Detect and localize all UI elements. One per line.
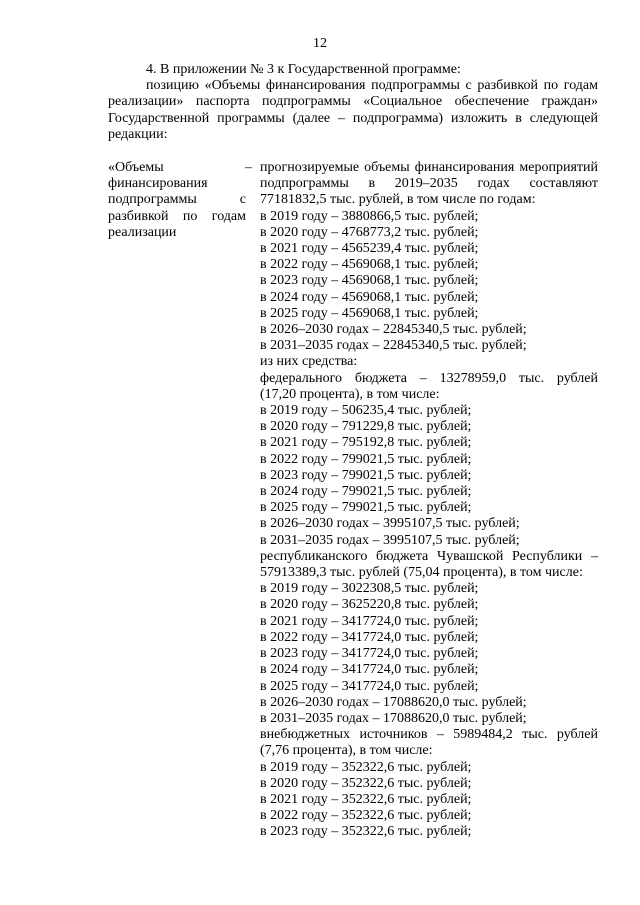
year-amount-line: в 2031–2035 годах – 22845340,5 тыс. рублей; [260,338,527,354]
year-amount-line: в 2024 году – 4569068,1 тыс. рублей; [260,289,479,305]
year-amount-line: в 2020 году – 3625220,8 тыс. рублей; [260,597,479,613]
year-amount-line: в 2019 году – 3022308,5 тыс. рублей; [260,581,479,597]
year-amount-line: в 2023 году – 4569068,1 тыс. рублей; [260,273,479,289]
year-amount-line: в 2023 году – 3417724,0 тыс. рублей; [260,646,479,662]
year-amount-line: в 2026–2030 годах – 3995107,5 тыс. рублей; [260,516,520,532]
year-amount-line: в 2023 году – 352322,6 тыс. рублей; [260,824,472,840]
offbudget-years-list [260,760,598,841]
amendment-intro [108,62,598,143]
year-amount-line: в 2025 году – 3417724,0 тыс. рублей; [260,678,479,694]
federal-line: (17,20 процента), в том числе: [260,386,440,402]
year-amount-line: в 2024 году – 3417724,0 тыс. рублей; [260,662,479,678]
year-amount-line: в 2022 году – 799021,5 тыс. рублей; [260,451,472,467]
total-line: подпрограммы в 2019–2035 годах составляют [260,176,598,192]
year-amount-line: в 2025 году – 4569068,1 тыс. рублей; [260,305,479,321]
amendment-paragraph: позицию «Объемы финансирования подпрограммы с разбивкой по годам реализации» паспорта подпрограммы «Социальное обеспечение граждан» Государственной программы (далее – подпрограмма) изложить в следующей редакции: [108,78,598,142]
republic-line: 57913389,3 тыс. рублей (75,04 процента), в том числе: [260,565,583,581]
year-amount-line: в 2024 году – 799021,5 тыс. рублей; [260,484,472,500]
year-amount-line: в 2021 году – 4565239,4 тыс. рублей; [260,241,479,257]
year-amount-line: в 2022 году – 4569068,1 тыс. рублей; [260,257,479,273]
sources-intro: из них средства: [260,354,358,370]
year-amount-line: в 2022 году – 352322,6 тыс. рублей; [260,808,472,824]
total-line: 77181832,5 тыс. рублей, в том числе по годам: [260,192,536,208]
total-years-list [260,209,598,355]
passport-row-label: «Объемы финансирования подпрограммы с разбивкой по годам реализации [108,160,246,240]
year-amount-line: в 2025 году – 799021,5 тыс. рублей; [260,500,472,516]
passport-row-dash: – [245,160,252,175]
year-amount-line: в 2019 году – 352322,6 тыс. рублей; [260,759,472,775]
year-amount-line: в 2026–2030 годах – 17088620,0 тыс. рублей; [260,694,527,710]
year-amount-line: в 2020 году – 791229,8 тыс. рублей; [260,419,472,435]
federal-line: федерального бюджета – 13278959,0 тыс. рублей [260,370,598,386]
republic-line: республиканского бюджета Чувашской Республики – [260,548,598,564]
year-amount-line: в 2022 году – 3417724,0 тыс. рублей; [260,629,479,645]
year-amount-line: в 2019 году – 3880866,5 тыс. рублей; [260,208,479,224]
total-line: прогнозируемые объемы финансирования мероприятий [260,160,598,175]
year-amount-line: в 2019 году – 506235,4 тыс. рублей; [260,403,472,419]
year-amount-line: в 2021 году – 352322,6 тыс. рублей; [260,791,472,807]
year-amount-line: в 2020 году – 4768773,2 тыс. рублей; [260,224,479,240]
passport-row-content [260,160,598,841]
year-amount-line: в 2021 году – 795192,8 тыс. рублей; [260,435,472,451]
offbudget-line: (7,76 процента), в том числе: [260,743,433,759]
year-amount-line: в 2021 году – 3417724,0 тыс. рублей; [260,613,479,629]
amendment-heading: 4. В приложении № 3 к Государственной программе: [146,62,461,77]
year-amount-line: в 2031–2035 годах – 3995107,5 тыс. рублей; [260,532,520,548]
page-number: 12 [313,36,327,51]
year-amount-line: в 2023 году – 799021,5 тыс. рублей; [260,467,472,483]
year-amount-line: в 2020 году – 352322,6 тыс. рублей; [260,775,472,791]
republic-years-list [260,581,598,727]
federal-years-list [260,403,598,549]
offbudget-line: внебюджетных источников – 5989484,2 тыс. рублей [260,727,598,743]
year-amount-line: в 2031–2035 годах – 17088620,0 тыс. рублей; [260,710,527,726]
year-amount-line: в 2026–2030 годах – 22845340,5 тыс. рублей; [260,322,527,338]
